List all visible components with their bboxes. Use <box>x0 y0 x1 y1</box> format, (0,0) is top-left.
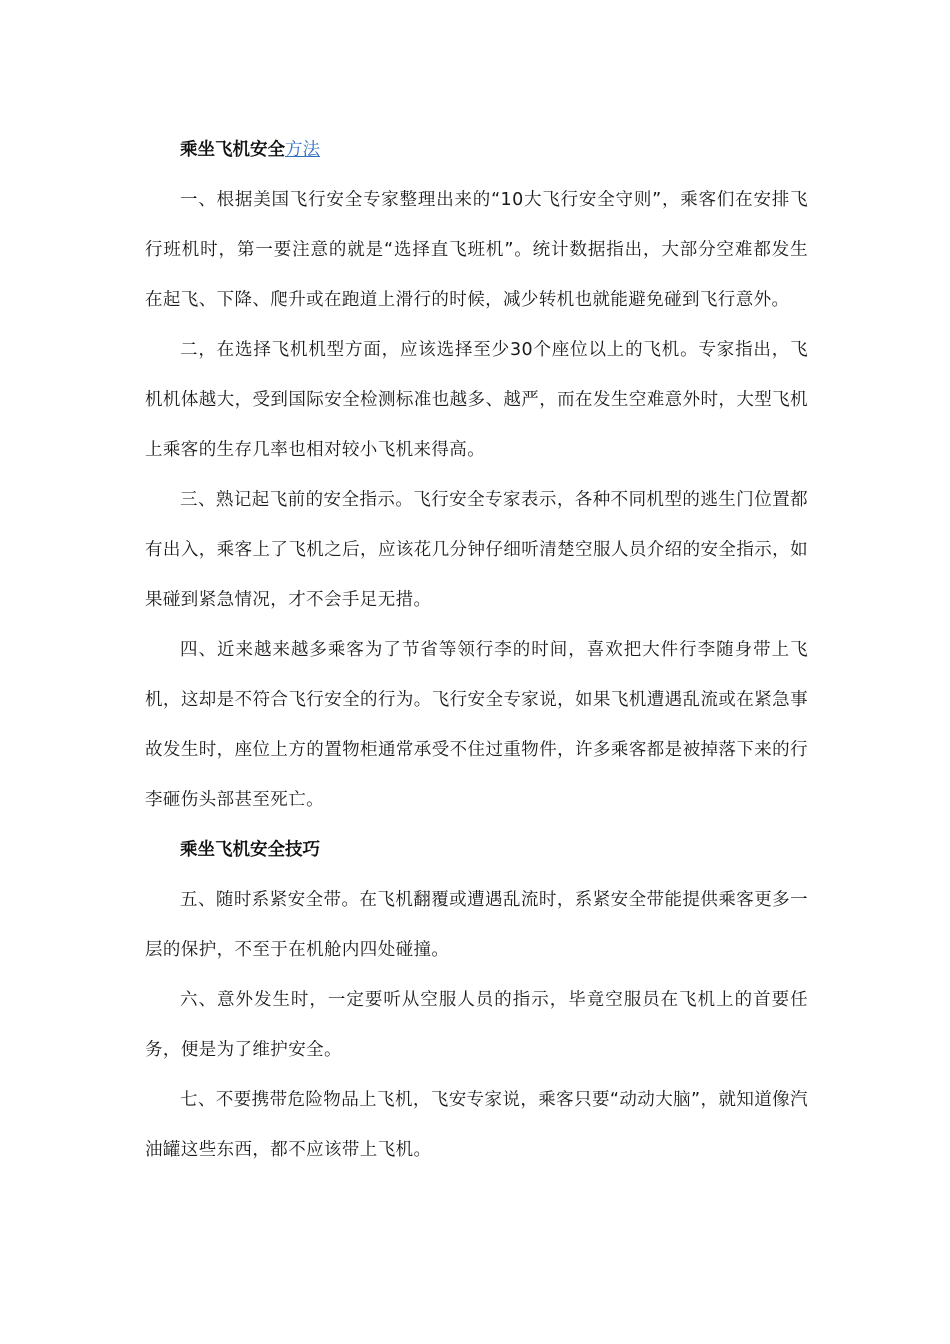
heading-text: 乘坐飞机安全 <box>180 140 285 160</box>
paragraph-4: 四、近来越来越多乘客为了节省等领行李的时间，喜欢把大件行李随身带上飞机，这却是不符合飞行安全的行为。飞行安全专家说，如果飞机遭遇乱流或在紧急事故发生时，座位上方的置物柜通常承受不住过重物件，许多乘客都是被掉落下来的行李砸伤头部甚至死亡。 <box>145 640 808 810</box>
methods-link[interactable]: 方法 <box>285 140 320 160</box>
paragraph-1: 一、根据美国飞行安全专家整理出来的“10大飞行安全守则”，乘客们在安排飞行班机时，第一要注意的就是“选择直飞班机”。统计数据指出，大部分空难都发生在起飞、下降、爬升或在跑道上滑行的时候，减少转机也就能避免碰到飞行意外。 <box>145 190 808 310</box>
section-heading-methods <box>145 125 808 175</box>
document-page <box>145 125 808 1175</box>
paragraph-7: 七、不要携带危险物品上飞机，飞安专家说，乘客只要“动动大脑”，就知道像汽油罐这些东西，都不应该带上飞机。 <box>145 1090 808 1160</box>
section-heading-tips: 乘坐飞机安全技巧 <box>180 840 320 860</box>
paragraph-5: 五、随时系紧安全带。在飞机翻覆或遭遇乱流时，系紧安全带能提供乘客更多一层的保护，不至于在机舱内四处碰撞。 <box>145 890 808 960</box>
paragraph-6: 六、意外发生时，一定要听从空服人员的指示，毕竟空服员在飞机上的首要任务，便是为了维护安全。 <box>145 990 808 1060</box>
paragraph-2: 二，在选择飞机机型方面，应该选择至少30个座位以上的飞机。专家指出，飞机机体越大，受到国际安全检测标准也越多、越严，而在发生空难意外时，大型飞机上乘客的生存几率也相对较小飞机来得高。 <box>145 340 808 460</box>
paragraph-3: 三、熟记起飞前的安全指示。飞行安全专家表示，各种不同机型的逃生门位置都有出入，乘客上了飞机之后，应该花几分钟仔细听清楚空服人员介绍的安全指示，如果碰到紧急情况，才不会手足无措。 <box>145 490 808 610</box>
